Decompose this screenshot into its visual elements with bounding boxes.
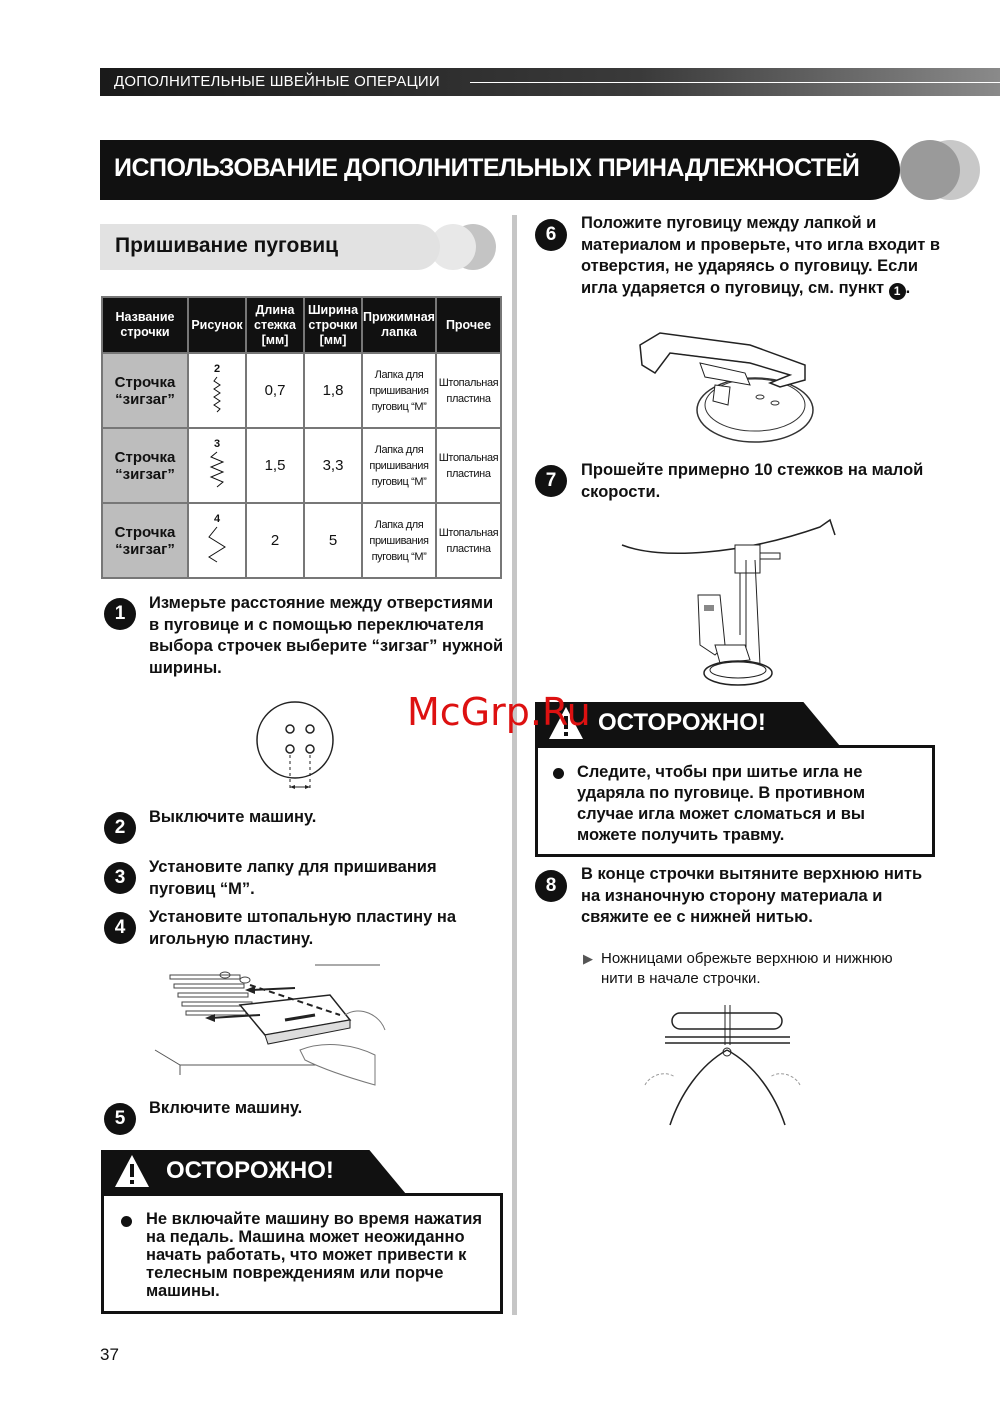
step-5-text: Включите машину. [149, 1099, 303, 1117]
stitch-width: 3,3 [304, 428, 362, 503]
step-3-text: Установите лапку для пришивания пуговиц “M”. [149, 858, 437, 898]
other-accessory: Штопальная пластина [436, 353, 501, 428]
step-number: 5 [104, 1103, 136, 1135]
step-number: 4 [104, 912, 136, 944]
step-number: 8 [535, 870, 567, 902]
stitch-length: 0,7 [246, 353, 304, 428]
caution-header [101, 1150, 406, 1194]
stitch-name: Строчка “зигзаг” [102, 428, 188, 503]
subtitle-block [100, 224, 500, 270]
zigzag-wide-icon [206, 525, 228, 563]
step-reference-badge: 1 [889, 283, 906, 300]
step-4-text: Установите штопальную пластину на игольную пластину. [149, 908, 457, 948]
stitch-name: Строчка “зигзаг” [102, 503, 188, 578]
page-title: ИСПОЛЬЗОВАНИЕ ДОПОЛНИТЕЛЬНЫХ ПРИНАДЛЕЖНОСТЕЙ [114, 154, 860, 182]
caution-label: ОСТОРОЖНО! [166, 1157, 334, 1184]
table-header: Ширина строчки [мм] [304, 297, 362, 353]
table-header-row [102, 297, 501, 353]
stitch-length: 1,5 [246, 428, 304, 503]
zigzag-narrow-icon [207, 375, 227, 413]
stitch-width: 1,8 [304, 353, 362, 428]
stitch-name: Строчка “зигзаг” [102, 353, 188, 428]
section-header-bar [100, 68, 1000, 96]
table-row [102, 503, 501, 578]
presser-foot: Лапка для пришивания пуговиц “M” [362, 428, 436, 503]
triangle-bullet-icon: ▶ [583, 951, 593, 966]
table-header: Прижимная лапка [362, 297, 436, 353]
page-number: 37 [100, 1345, 119, 1364]
page-title-block [100, 140, 930, 200]
stitch-width: 5 [304, 503, 362, 578]
caution-box [535, 745, 935, 857]
step-number: 6 [535, 219, 567, 251]
column-divider [512, 215, 517, 1315]
zigzag-medium-icon [207, 450, 227, 488]
table-header: Рисунок [188, 297, 246, 353]
table-header: Прочее [436, 297, 501, 353]
step-8-note: ▶ Ножницами обрежьте верхнюю и нижнюю нити в начале строчки. [583, 950, 893, 987]
thread-tie-illustration [640, 1005, 815, 1130]
watermark-text: McGrp.Ru [407, 690, 591, 734]
subtitle: Пришивание пуговиц [115, 234, 339, 257]
other-accessory: Штопальная пластина [436, 503, 501, 578]
step-number: 7 [535, 465, 567, 497]
presser-foot: Лапка для пришивания пуговиц “M” [362, 353, 436, 428]
header-rule [470, 82, 1000, 83]
stitch-pattern: 3 [188, 428, 246, 503]
button-foot-illustration [630, 325, 820, 445]
step-number: 3 [104, 862, 136, 894]
stitch-length: 2 [246, 503, 304, 578]
button-holes-illustration [250, 695, 340, 800]
table-header: Название строчки [102, 297, 188, 353]
stitch-pattern: 2 [188, 353, 246, 428]
darning-plate-illustration [150, 960, 390, 1090]
step-number: 1 [104, 598, 136, 630]
presser-foot: Лапка для пришивания пуговиц “M” [362, 503, 436, 578]
caution-box [101, 1193, 503, 1314]
caution-text: Следите, чтобы при шитье игла не ударяла по пуговице. В противном случае игла может сломаться и вы можете получить травму. [577, 763, 866, 844]
stitch-settings-table [101, 296, 502, 579]
table-row [102, 353, 501, 428]
section-header: ДОПОЛНИТЕЛЬНЫЕ ШВЕЙНЫЕ ОПЕРАЦИИ [114, 73, 440, 90]
step-6-text: Положите пуговицу между лапкой и материалом и проверьте, что игла входит в отверстия, не ударяясь о пуговицу. Если игла ударяется о пуговицу, см. пункт 1 . [581, 214, 941, 298]
step-number: 2 [104, 812, 136, 844]
warning-triangle-icon [113, 1153, 151, 1189]
step-1-text: Измерьте расстояние между отверстиями в пуговице и с помощью переключателя выбора строчек выберите “зигзаг” нужной ширины. [149, 594, 504, 677]
stitch-pattern: 4 [188, 503, 246, 578]
step-8-text: В конце строчки вытяните верхнюю нить на изнаночную сторону материала и свяжите ее с нижней нитью. [581, 865, 923, 926]
caution-label: ОСТОРОЖНО! [598, 709, 766, 736]
caution-text: Не включайте машину во время нажатия на педаль. Машина может неожиданно начать работать, что может привести к телесным повреждениям или порче машины. [146, 1210, 483, 1300]
table-row [102, 428, 501, 503]
step-2-text: Выключите машину. [149, 808, 317, 826]
step-7-text: Прошейте примерно 10 стежков на малой скорости. [581, 461, 924, 501]
table-header: Длина стежка [мм] [246, 297, 304, 353]
other-accessory: Штопальная пластина [436, 428, 501, 503]
sewing-button-illustration [620, 515, 840, 690]
